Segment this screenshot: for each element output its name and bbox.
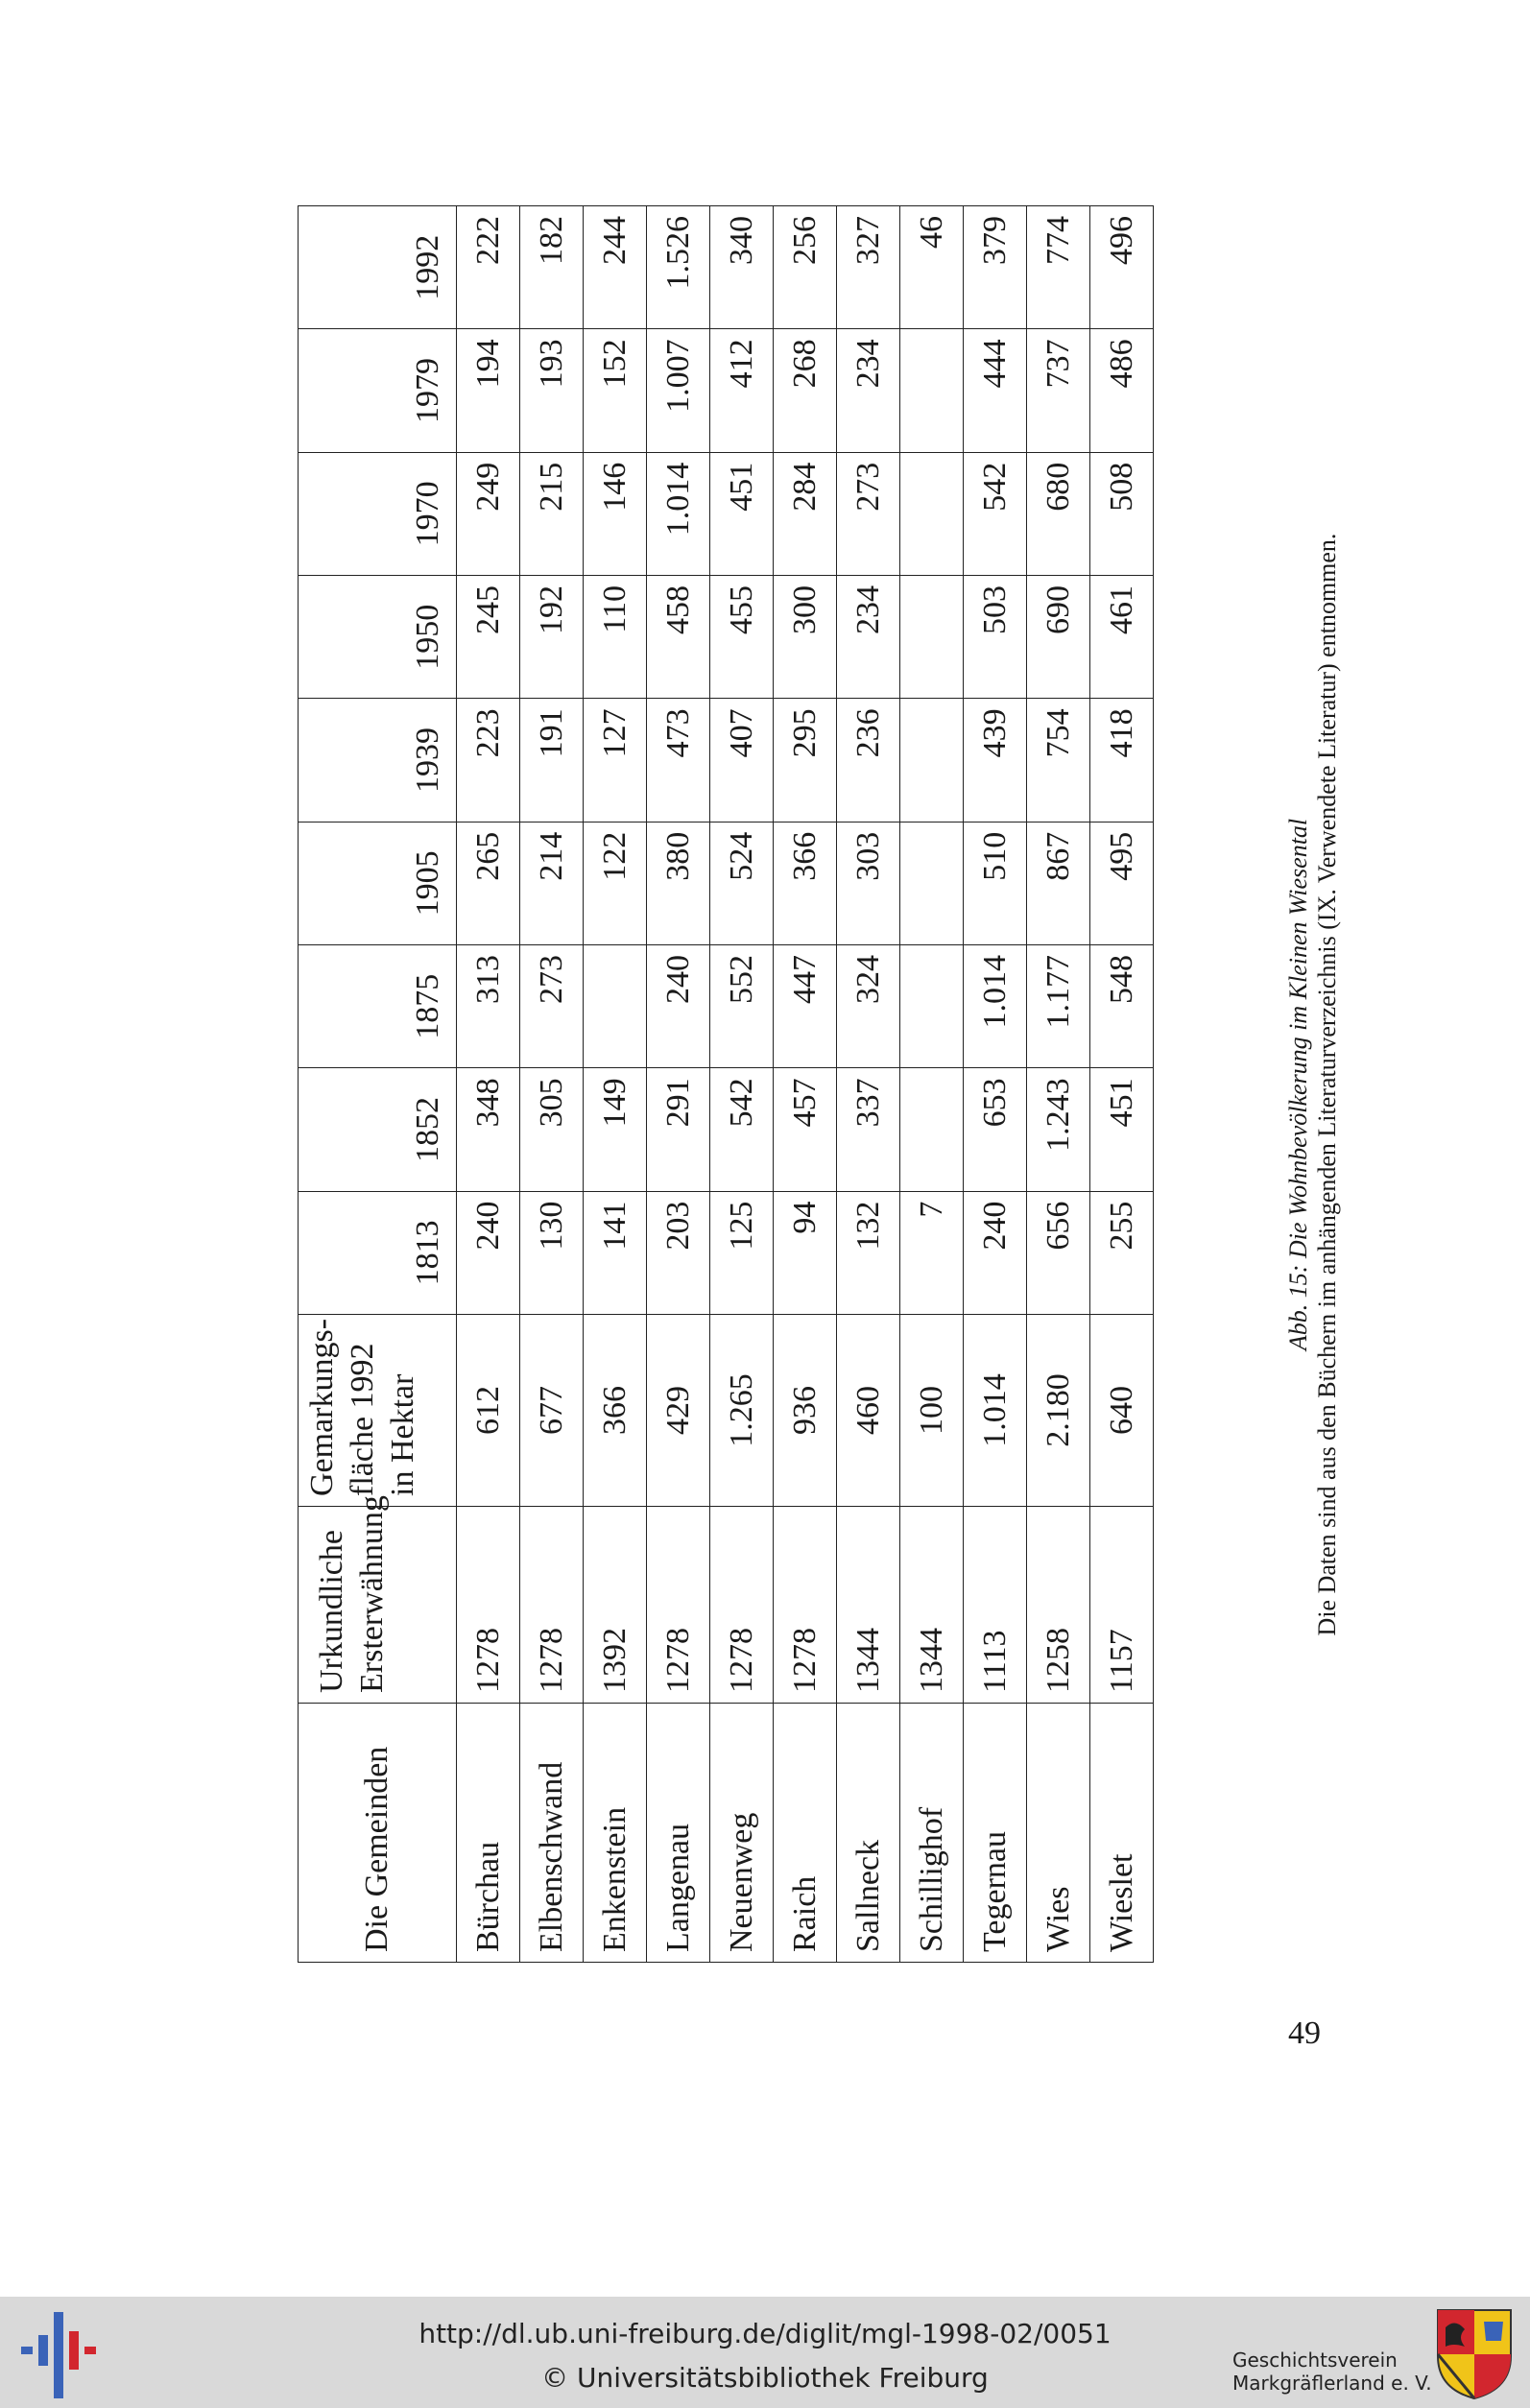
municipality-cell: Schillighof	[900, 1704, 964, 1963]
population-cell: 407	[710, 699, 774, 822]
first-mention-cell: 1392	[584, 1507, 647, 1704]
header-year: 1852	[299, 1068, 457, 1191]
population-cell	[584, 945, 647, 1068]
figure-caption: Abb. 15: Die Wohnbevölkerung im Kleinen Wiesental	[1284, 818, 1312, 1351]
population-cell: 324	[837, 945, 900, 1068]
population-cell: 256	[774, 206, 837, 329]
population-cell: 774	[1027, 206, 1090, 329]
header-municipality: Die Gemeinden	[299, 1704, 457, 1963]
first-mention-cell: 1278	[774, 1507, 837, 1704]
population-cell: 215	[520, 452, 584, 575]
population-cell: 653	[964, 1068, 1027, 1191]
population-cell	[900, 576, 964, 699]
first-mention-cell: 1278	[647, 1507, 710, 1704]
header-year: 1979	[299, 329, 457, 452]
header-year: 1970	[299, 452, 457, 575]
population-cell: 130	[520, 1191, 584, 1314]
area-cell: 100	[900, 1315, 964, 1507]
header-year: 1992	[299, 206, 457, 329]
population-cell: 737	[1027, 329, 1090, 452]
first-mention-cell: 1258	[1027, 1507, 1090, 1704]
population-cell: 122	[584, 822, 647, 944]
population-cell: 300	[774, 576, 837, 699]
area-cell: 460	[837, 1315, 900, 1507]
population-cell: 203	[647, 1191, 710, 1314]
population-cell: 1.243	[1027, 1068, 1090, 1191]
population-cell: 244	[584, 206, 647, 329]
population-cell: 380	[647, 822, 710, 944]
population-cell: 503	[964, 576, 1027, 699]
population-cell: 240	[647, 945, 710, 1068]
population-cell: 524	[710, 822, 774, 944]
area-cell: 429	[647, 1315, 710, 1507]
population-cell: 1.007	[647, 329, 710, 452]
population-cell: 245	[457, 576, 520, 699]
first-mention-cell: 1113	[964, 1507, 1027, 1704]
area-cell: 1.265	[710, 1315, 774, 1507]
table-row	[774, 206, 837, 1963]
population-cell: 457	[774, 1068, 837, 1191]
area-cell: 612	[457, 1315, 520, 1507]
population-cell: 461	[1090, 576, 1154, 699]
population-cell: 240	[457, 1191, 520, 1314]
header-year: 1950	[299, 576, 457, 699]
population-cell: 240	[964, 1191, 1027, 1314]
population-cell: 451	[1090, 1068, 1154, 1191]
population-cell: 412	[710, 329, 774, 452]
municipality-cell: Neuenweg	[710, 1704, 774, 1963]
first-mention-cell: 1157	[1090, 1507, 1154, 1704]
header-first-mention: Urkundliche Ersterwähnung	[299, 1507, 457, 1704]
area-cell: 1.014	[964, 1315, 1027, 1507]
area-cell: 2.180	[1027, 1315, 1090, 1507]
population-cell: 110	[584, 576, 647, 699]
population-cell: 510	[964, 822, 1027, 944]
population-cell: 305	[520, 1068, 584, 1191]
population-cell: 284	[774, 452, 837, 575]
population-cell	[900, 822, 964, 944]
population-cell: 46	[900, 206, 964, 329]
population-cell: 444	[964, 329, 1027, 452]
population-cell	[900, 452, 964, 575]
coat-of-arms-icon[interactable]	[1436, 2308, 1513, 2400]
table-row	[837, 206, 900, 1963]
population-cell: 214	[520, 822, 584, 944]
population-cell: 1.014	[647, 452, 710, 575]
population-cell: 496	[1090, 206, 1154, 329]
population-cell: 234	[837, 329, 900, 452]
population-cell: 234	[837, 576, 900, 699]
population-cell: 1.177	[1027, 945, 1090, 1068]
population-cell: 447	[774, 945, 837, 1068]
population-cell: 132	[837, 1191, 900, 1314]
population-cell	[900, 329, 964, 452]
population-cell: 7	[900, 1191, 964, 1314]
area-cell: 366	[584, 1315, 647, 1507]
source-note: Die Daten sind aus den Büchern im anhängenden Literaturverzeichnis (IX. Verwendete Literatur) entnommen.	[1313, 533, 1341, 1636]
population-cell: 542	[710, 1068, 774, 1191]
population-cell: 194	[457, 329, 520, 452]
municipality-cell: Raich	[774, 1704, 837, 1963]
population-cell: 340	[710, 206, 774, 329]
municipality-cell: Langenau	[647, 1704, 710, 1963]
population-cell: 552	[710, 945, 774, 1068]
table-row	[647, 206, 710, 1963]
population-cell: 182	[520, 206, 584, 329]
population-cell: 303	[837, 822, 900, 944]
municipality-cell: Elbenschwand	[520, 1704, 584, 1963]
population-cell: 486	[1090, 329, 1154, 452]
population-cell: 418	[1090, 699, 1154, 822]
population-cell: 337	[837, 1068, 900, 1191]
population-cell: 268	[774, 329, 837, 452]
header-year: 1875	[299, 945, 457, 1068]
area-cell: 640	[1090, 1315, 1154, 1507]
society-name	[1232, 2348, 1432, 2395]
population-table	[298, 205, 1154, 1963]
population-cell: 656	[1027, 1191, 1090, 1314]
population-cell: 754	[1027, 699, 1090, 822]
first-mention-cell: 1278	[520, 1507, 584, 1704]
population-cell: 125	[710, 1191, 774, 1314]
population-cell: 191	[520, 699, 584, 822]
first-mention-cell: 1344	[900, 1507, 964, 1704]
population-cell: 439	[964, 699, 1027, 822]
rotated-table-block	[298, 206, 1341, 1963]
population-cell: 542	[964, 452, 1027, 575]
population-cell: 366	[774, 822, 837, 944]
population-cell: 265	[457, 822, 520, 944]
population-cell: 149	[584, 1068, 647, 1191]
population-cell	[900, 699, 964, 822]
table-row	[710, 206, 774, 1963]
population-cell: 348	[457, 1068, 520, 1191]
population-cell: 867	[1027, 822, 1090, 944]
table-row	[584, 206, 647, 1963]
table-row	[900, 206, 964, 1963]
municipality-cell: Enkenstein	[584, 1704, 647, 1963]
population-cell: 94	[774, 1191, 837, 1314]
municipality-cell: Tegernau	[964, 1704, 1027, 1963]
header-year: 1905	[299, 822, 457, 944]
population-cell: 379	[964, 206, 1027, 329]
header-area: Gemarkungs- fläche 1992 in Hektar	[299, 1315, 457, 1507]
copyright-notice: © Universitätsbibliothek Freiburg	[541, 2362, 989, 2394]
first-mention-cell: 1344	[837, 1507, 900, 1704]
population-cell	[900, 1068, 964, 1191]
population-cell: 451	[710, 452, 774, 575]
population-cell: 1.014	[964, 945, 1027, 1068]
society-name-line1: Geschichtsverein	[1232, 2348, 1398, 2372]
population-cell: 273	[520, 945, 584, 1068]
population-cell: 236	[837, 699, 900, 822]
area-cell: 677	[520, 1315, 584, 1507]
population-cell: 141	[584, 1191, 647, 1314]
population-cell: 680	[1027, 452, 1090, 575]
population-cell: 473	[647, 699, 710, 822]
header-year: 1939	[299, 699, 457, 822]
population-cell: 455	[710, 576, 774, 699]
population-cell: 273	[837, 452, 900, 575]
municipality-cell: Wieslet	[1090, 1704, 1154, 1963]
population-cell: 548	[1090, 945, 1154, 1068]
population-cell: 223	[457, 699, 520, 822]
table-row	[1027, 206, 1090, 1963]
population-cell: 508	[1090, 452, 1154, 575]
municipality-cell: Wies	[1027, 1704, 1090, 1963]
permalink-url[interactable]: http://dl.ub.uni-freiburg.de/diglit/mgl-1998-02/0051	[418, 2318, 1112, 2349]
population-cell: 495	[1090, 822, 1154, 944]
population-cell: 222	[457, 206, 520, 329]
population-cell: 255	[1090, 1191, 1154, 1314]
population-cell: 152	[584, 329, 647, 452]
table-header-row	[299, 206, 457, 1963]
table-row	[457, 206, 520, 1963]
table-row	[1090, 206, 1154, 1963]
footer-bar	[0, 2297, 1530, 2408]
population-cell: 1.526	[647, 206, 710, 329]
population-cell: 249	[457, 452, 520, 575]
population-cell: 313	[457, 945, 520, 1068]
first-mention-cell: 1278	[457, 1507, 520, 1704]
population-cell: 458	[647, 576, 710, 699]
first-mention-cell: 1278	[710, 1507, 774, 1704]
population-cell: 295	[774, 699, 837, 822]
municipality-cell: Bürchau	[457, 1704, 520, 1963]
population-cell: 690	[1027, 576, 1090, 699]
table-row	[520, 206, 584, 1963]
population-cell: 146	[584, 452, 647, 575]
area-cell: 936	[774, 1315, 837, 1507]
population-cell: 193	[520, 329, 584, 452]
population-cell: 291	[647, 1068, 710, 1191]
page-number: 49	[1288, 2015, 1321, 2051]
population-cell: 192	[520, 576, 584, 699]
population-cell: 127	[584, 699, 647, 822]
population-cell	[900, 945, 964, 1068]
municipality-cell: Sallneck	[837, 1704, 900, 1963]
header-year: 1813	[299, 1191, 457, 1314]
society-name-line2: Markgräflerland e. V.	[1232, 2372, 1432, 2395]
population-cell: 327	[837, 206, 900, 329]
table-row	[964, 206, 1027, 1963]
